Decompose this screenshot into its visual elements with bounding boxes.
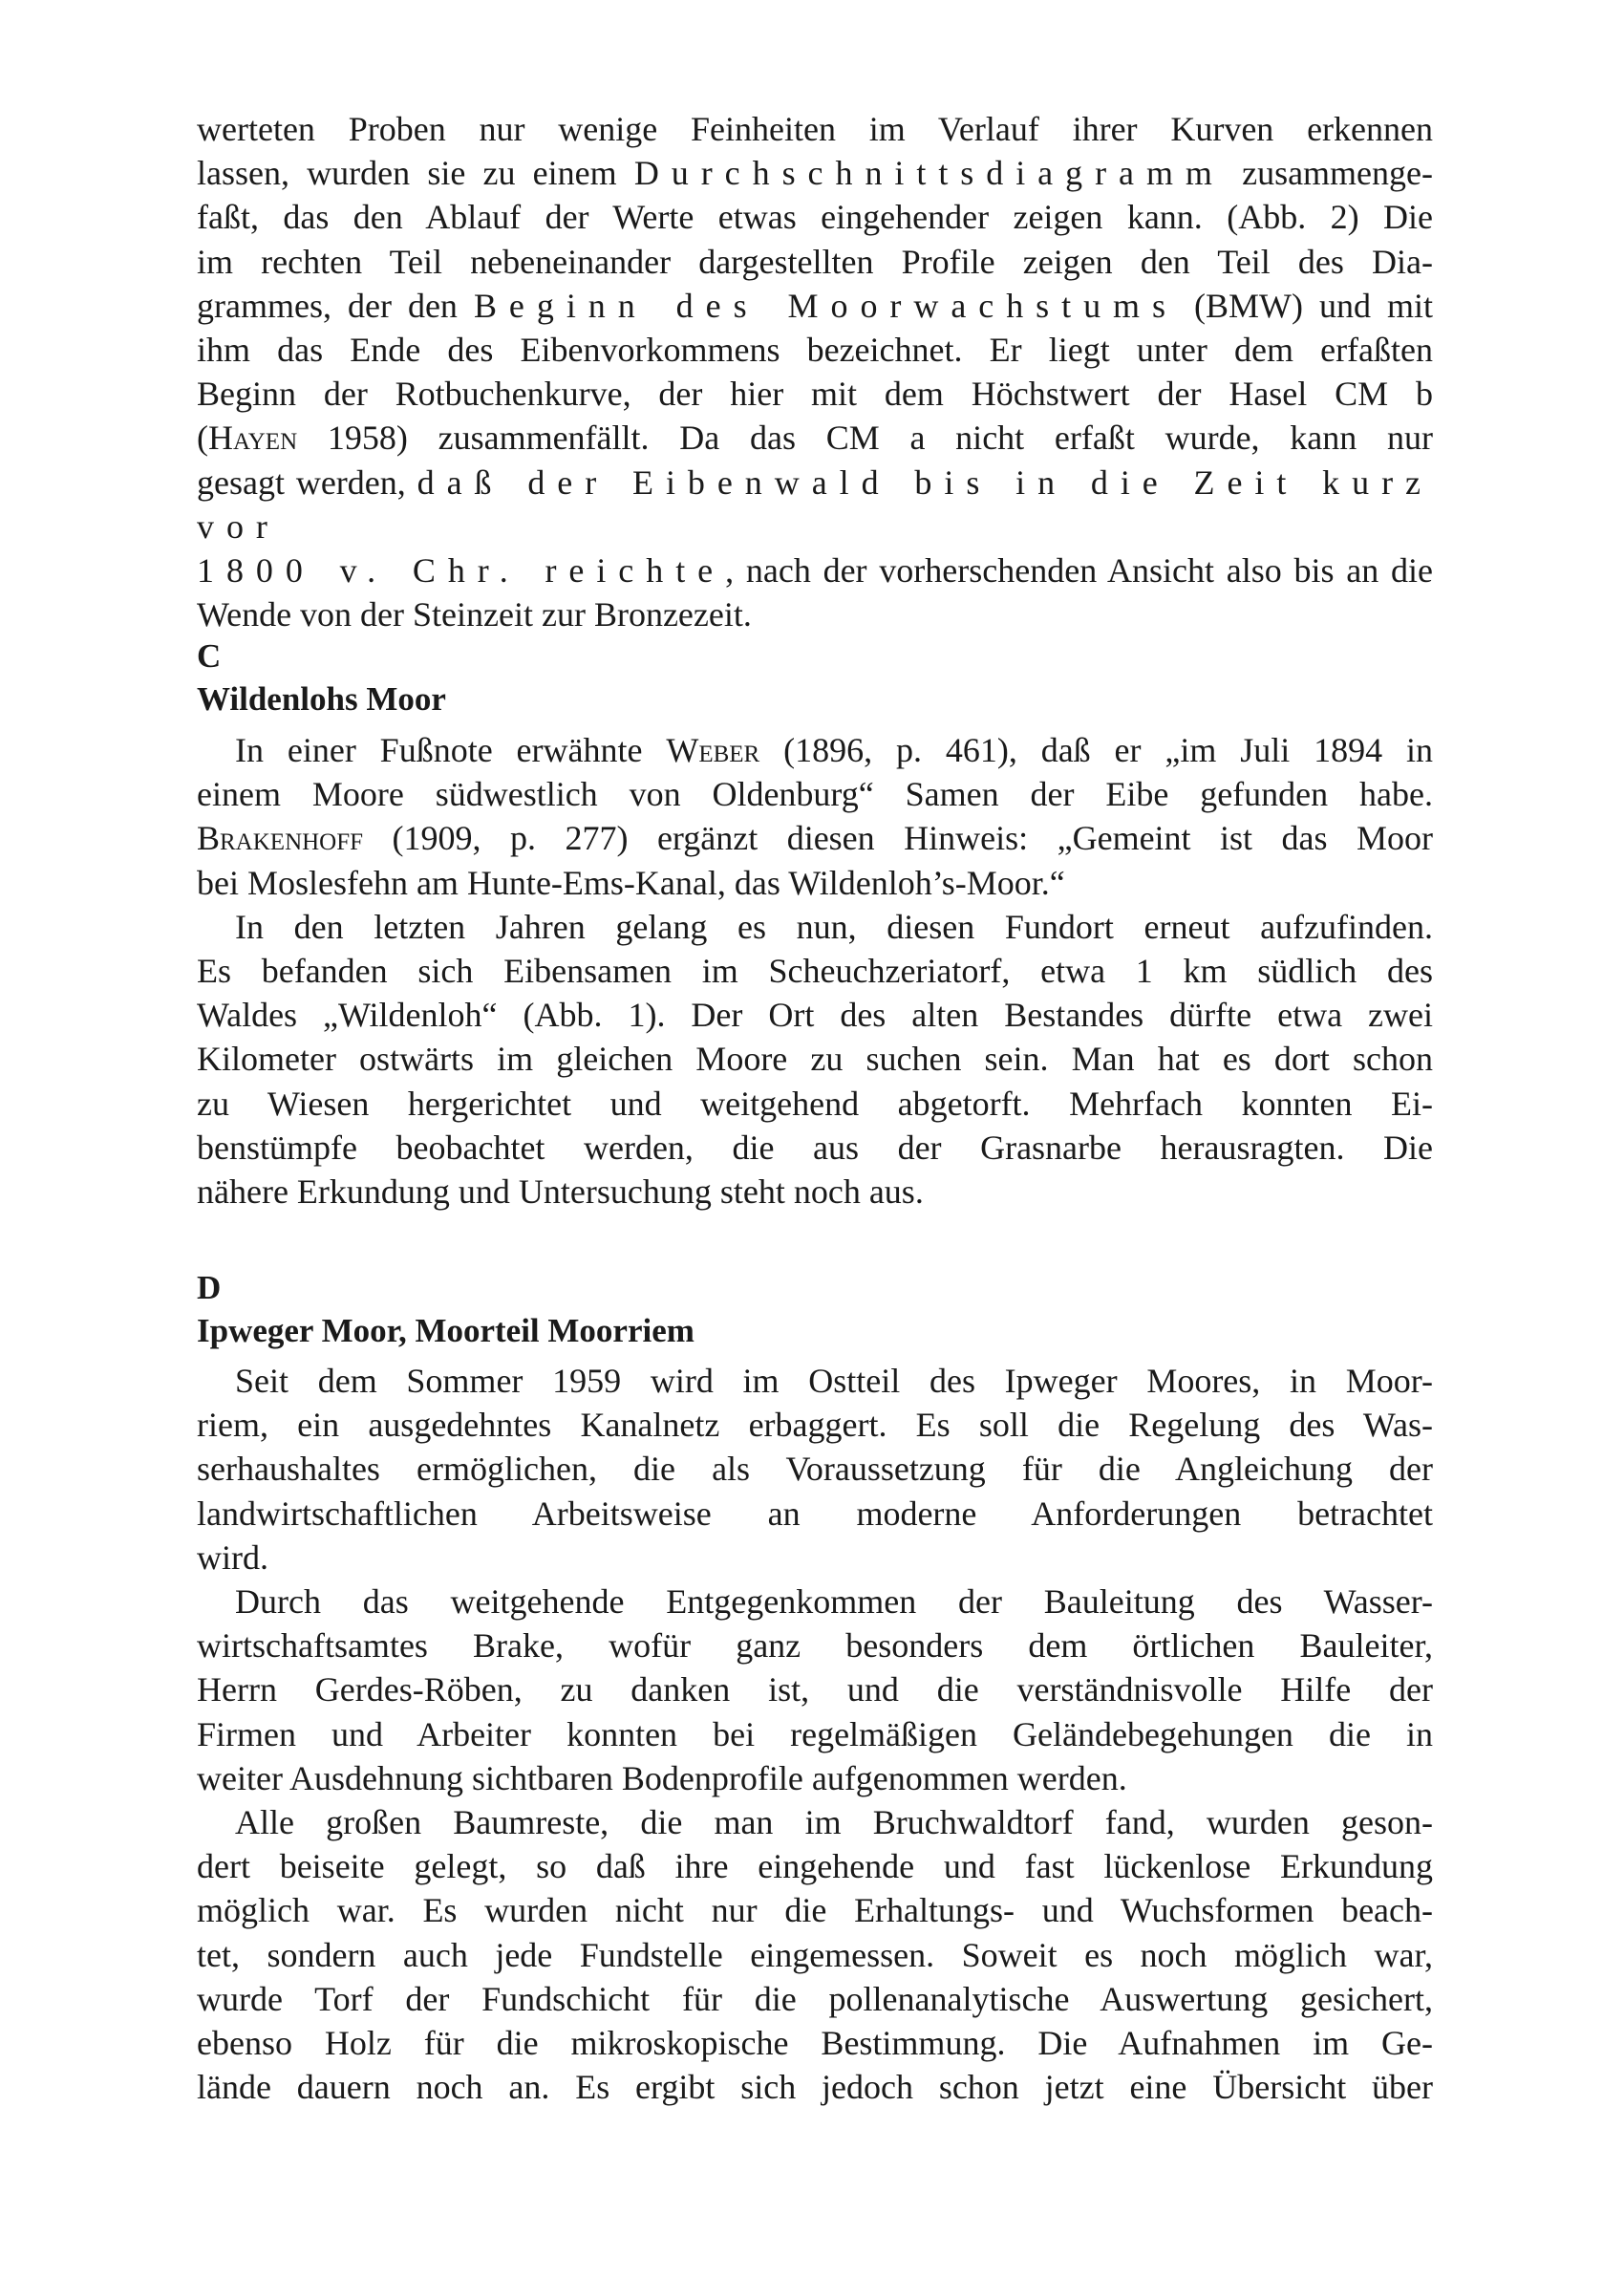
text-line: weiter Ausdehnung sichtbaren Bodenprofile aufgenommen werden. <box>197 1758 1127 1797</box>
emphasis-spaced: Durchschnittsdiagramm <box>633 154 1225 193</box>
text-line: wurde Torf der Fundschicht für die pollenanalytische Auswertung gesichert, <box>197 1979 1433 2018</box>
text-line: bei Moslesfehn am Hunte-Ems-Kanal, das Wildenloh’s-Moor.“ <box>197 863 1065 902</box>
text-run: 1958) zusammenfällt. Da das CM a nicht erfaßt wurde, kann nur <box>297 419 1433 458</box>
text-run: gesagt werden, <box>197 462 417 502</box>
text-line: Seit dem Sommer 1959 wird im Ostteil des Ipweger Moores, in Moor- <box>235 1362 1433 1400</box>
section-c-body <box>197 728 1433 1214</box>
text-line <box>197 151 1433 195</box>
text-run: In einer Fußnote erwähnte <box>235 731 667 769</box>
text-line: riem, ein ausgedehntes Kanalnetz erbaggert. Es soll die Regelung des Was- <box>197 1406 1433 1445</box>
text-run: grammes, der den <box>197 286 474 325</box>
text-run: (BMW) und mit <box>1177 286 1434 325</box>
author-name: Brakenhoff <box>197 819 364 858</box>
text-line <box>197 461 1433 548</box>
text-line: wird. <box>197 1537 268 1577</box>
text-line: nähere Erkundung und Untersuchung steht noch aus. <box>197 1172 924 1212</box>
text-line: einem Moore südwestlich von Oldenburg“ Samen der Eibe gefunden habe. <box>197 775 1433 814</box>
text-line: dert beiseite gelegt, so daß ihre eingehende und fast lückenlose Erkundung <box>197 1847 1433 1886</box>
author-name: Hayen <box>208 419 298 458</box>
section-letter: D <box>197 1269 222 1306</box>
text-line: benstümpfe beobachtet werden, die aus der Grasnarbe herausragten. Die <box>197 1128 1433 1167</box>
emphasis-spaced: daß der Eibenwald bis in die Zeit kurz vor <box>197 462 1433 546</box>
section-d-body <box>197 1359 1433 2109</box>
text-line: Herrn Gerdes-Röben, zu danken ist, und die verständnisvolle Hilfe der <box>197 1670 1433 1709</box>
text-line: Kilometer ostwärts im gleichen Moore zu suchen sein. Man hat es dort schon <box>197 1040 1433 1079</box>
text-line: Firmen und Arbeiter konnten bei regelmäßigen Geländebegehungen die in <box>197 1714 1433 1753</box>
text-run: ( <box>197 419 208 458</box>
text-run: (1909, p. 277) ergänzt diesen Hinweis: „Gemeint ist das Moor <box>363 819 1433 858</box>
text-line: möglich war. Es wurden nicht nur die Erhaltungs- und Wuchsformen beach- <box>197 1891 1433 1930</box>
text-line: faßt, das den Ablauf der Werte etwas eingehender zeigen kann. (Abb. 2) Die <box>197 198 1433 237</box>
text-line: werteten Proben nur wenige Feinheiten im Verlauf ihrer Kurven erkennen <box>197 110 1433 148</box>
author-name: Weber <box>666 731 760 769</box>
text-line: Wende von der Steinzeit zur Bronzezeit. <box>197 595 752 634</box>
text-line: In den letzten Jahren gelang es nun, diesen Fundort erneut aufzufinden. <box>235 907 1433 946</box>
text-line <box>197 816 1433 860</box>
text-line: Waldes „Wildenloh“ (Abb. 1). Der Ort des alten Bestandes dürfte etwa zwei <box>197 996 1433 1035</box>
text-line: im rechten Teil nebeneinander dargestellten Profile zeigen den Teil des Dia- <box>197 242 1433 281</box>
emphasis-spaced: 1800 v. Chr. reichte <box>197 551 726 591</box>
text-line <box>197 548 1433 592</box>
text-line <box>197 728 1433 772</box>
text-line: lände dauern noch an. Es ergibt sich jedoch schon jetzt eine Übersicht über <box>197 2068 1433 2107</box>
text-line: wirtschaftsamtes Brake, wofür ganz besonders dem örtlichen Bauleiter, <box>197 1626 1433 1666</box>
section-title: Ipweger Moor, Moorteil Moorriem <box>197 1312 694 1349</box>
text-line: Alle großen Baumreste, die man im Bruchwaldtorf fand, wurden geson- <box>235 1803 1433 1842</box>
text-line: serhaushaltes ermöglichen, die als Voraussetzung für die Angleichung der <box>197 1450 1433 1489</box>
text-line: ebenso Holz für die mikroskopische Bestimmung. Die Aufnahmen im Ge- <box>197 2024 1433 2063</box>
text-line <box>197 284 1433 328</box>
section-title: Wildenlohs Moor <box>197 680 446 718</box>
text-line <box>197 416 1433 460</box>
text-line: landwirtschaftlichen Arbeitsweise an moderne Anforderungen betrachtet <box>197 1494 1433 1533</box>
section-letter: C <box>197 637 222 675</box>
continuation-paragraph <box>197 107 1433 636</box>
text-line: Beginn der Rotbuchenkurve, der hier mit dem Höchstwert der Hasel CM b <box>197 375 1433 414</box>
text-run: (1896, p. 461), daß er „im Juli 1894 in <box>759 731 1433 769</box>
text-line: zu Wiesen hergerichtet und weitgehend abgetorft. Mehrfach konnten Ei- <box>197 1084 1433 1123</box>
text-run: zusammenge- <box>1224 154 1434 193</box>
text-line: Es befanden sich Eibensamen im Scheuchzeriatorf, etwa 1 km südlich des <box>197 952 1433 991</box>
text-line: ihm das Ende des Eibenvorkommens bezeichnet. Er liegt unter dem erfaßten <box>197 331 1433 370</box>
text-run: , nach der vorherschenden Ansicht also bis an die <box>725 551 1433 591</box>
text-line: tet, sondern auch jede Fundstelle eingemessen. Soweit es noch möglich war, <box>197 1935 1433 1974</box>
text-run: lassen, wurden sie zu einem <box>197 154 634 193</box>
text-line: Durch das weitgehende Entgegenkommen der Bauleitung des Wasser- <box>235 1582 1433 1622</box>
emphasis-spaced: Beginn des Moorwachstums <box>473 286 1178 325</box>
